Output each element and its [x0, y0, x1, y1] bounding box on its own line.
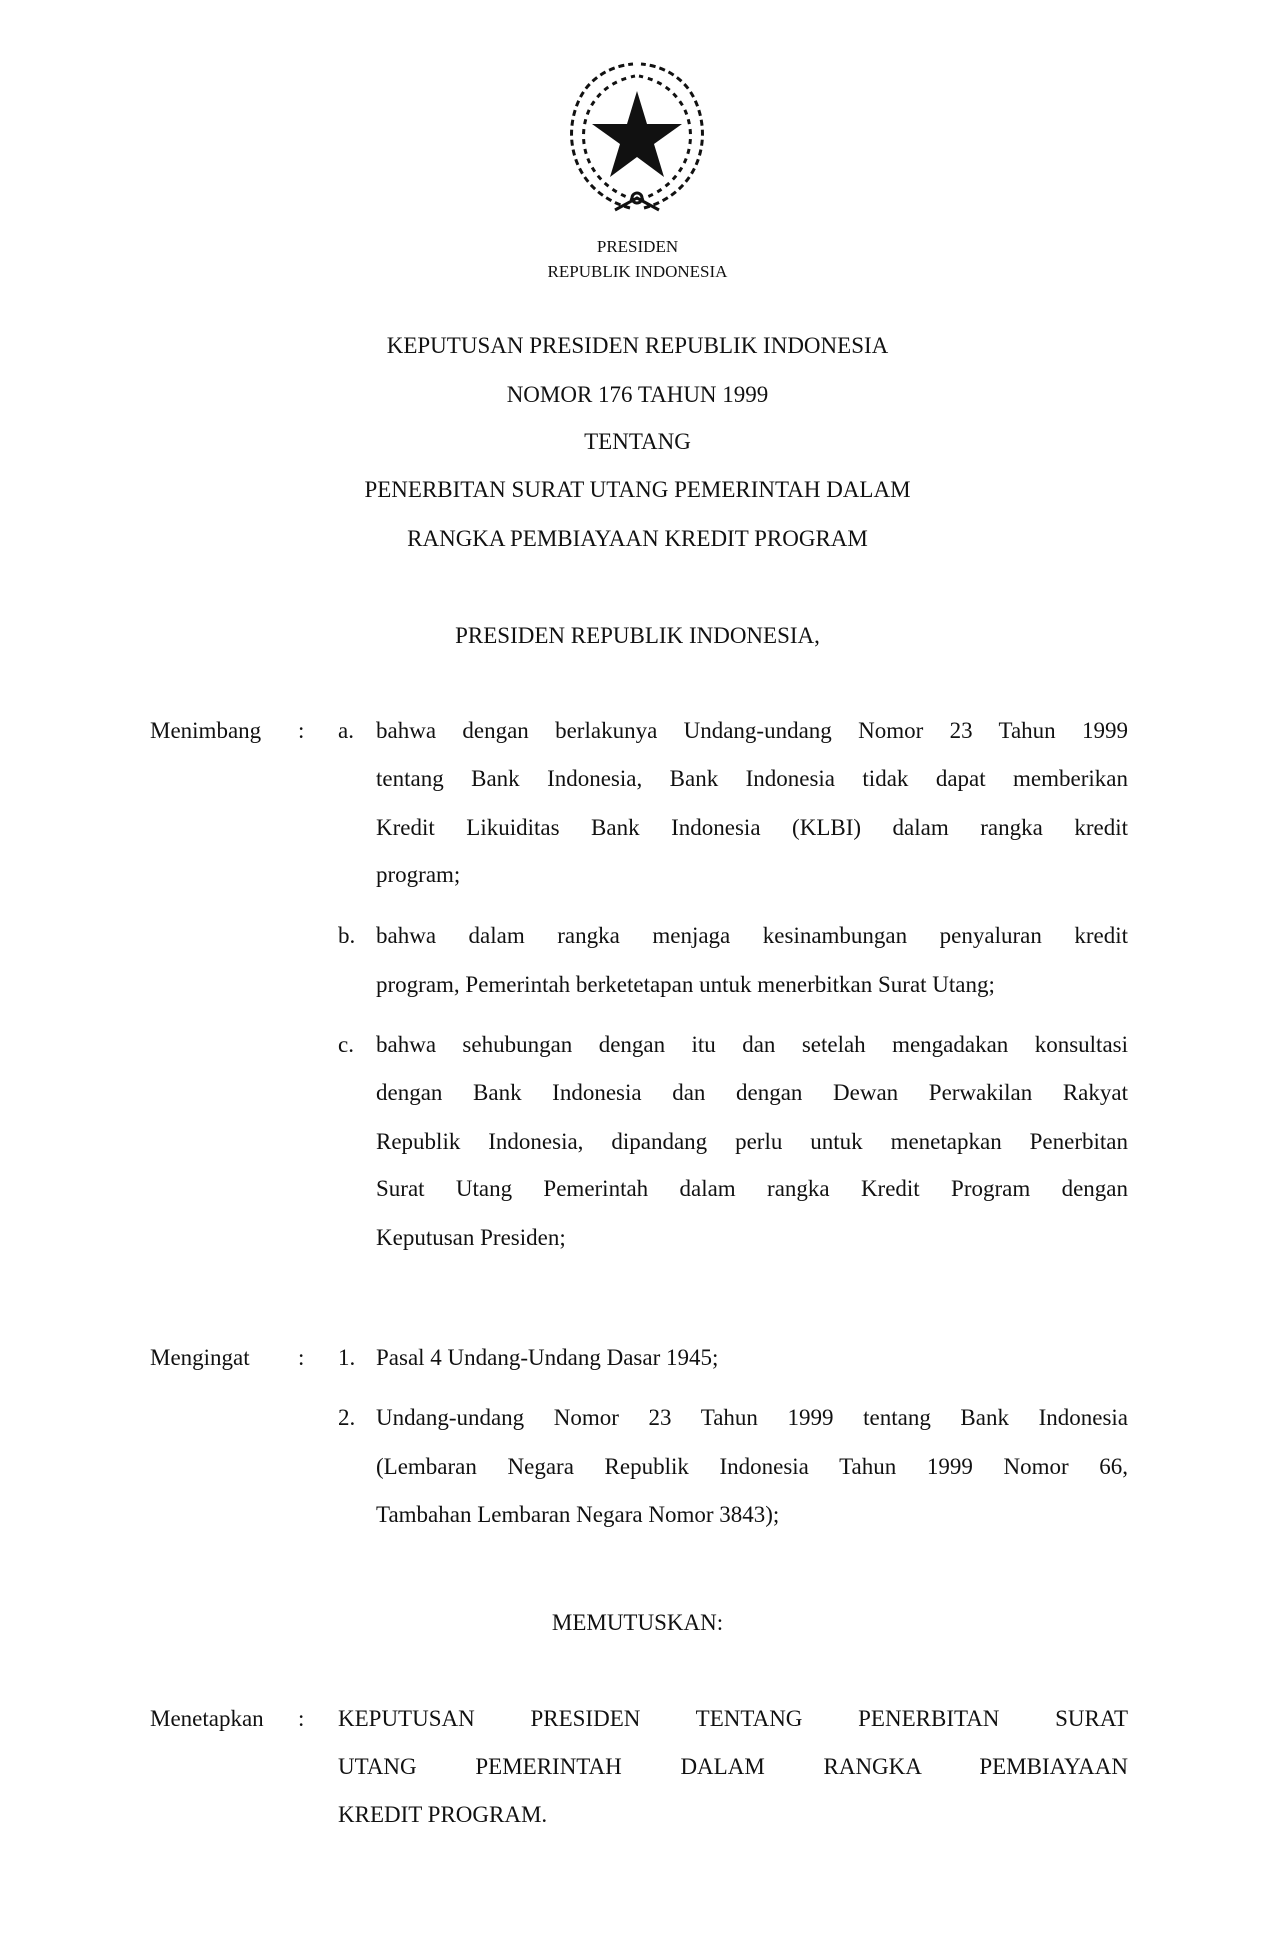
decision-line: KREDIT PROGRAM. — [338, 1802, 548, 1827]
doc-title-line: TENTANG — [584, 429, 691, 454]
doc-title-line: NOMOR 176 TAHUN 1999 — [506, 382, 769, 407]
clause-line: Tambahan Lembaran Negara Nomor 3843); — [376, 1502, 780, 1527]
clause-line: program; — [376, 862, 461, 887]
doc-title-line: PENERBITAN SURAT UTANG PEMERINTAH DALAM — [364, 477, 911, 502]
clause-line: Kredit Likuiditas Bank Indonesia (KLBI) dalam rangka kredit — [376, 815, 1128, 840]
header-president: PRESIDEN — [596, 237, 679, 256]
doc-title-line: KEPUTUSAN PRESIDEN REPUBLIK INDONESIA — [386, 333, 889, 358]
clause-line: dengan Bank Indonesia dan dengan Dewan Perwakilan Rakyat — [376, 1080, 1128, 1105]
header-republic: REPUBLIK INDONESIA — [547, 262, 728, 281]
clause-line: bahwa dalam rangka menjaga kesinambungan penyaluran kredit — [376, 923, 1128, 948]
clause-line: Undang-undang Nomor 23 Tahun 1999 tentang Bank Indonesia — [376, 1405, 1128, 1430]
issuer: PRESIDEN REPUBLIK INDONESIA, — [455, 623, 820, 648]
clause-line: bahwa sehubungan dengan itu dan setelah mengadakan konsultasi — [376, 1032, 1128, 1057]
clause-line: Pasal 4 Undang-Undang Dasar 1945; — [376, 1345, 719, 1370]
colon: : — [298, 1345, 305, 1370]
decision-line: KEPUTUSAN PRESIDEN TENTANG PENERBITAN SURAT — [338, 1706, 1128, 1731]
star-wreath-icon — [555, 58, 719, 222]
clause-line: Keputusan Presiden; — [376, 1225, 566, 1250]
clause-line: Republik Indonesia, dipandang perlu untuk menetapkan Penerbitan — [376, 1129, 1128, 1154]
item-marker: 2. — [338, 1405, 356, 1430]
clause-line: tentang Bank Indonesia, Bank Indonesia tidak dapat memberikan — [376, 766, 1128, 791]
menetapkan-label: Menetapkan — [150, 1706, 264, 1731]
doc-title-line: RANGKA PEMBIAYAAN KREDIT PROGRAM — [407, 526, 868, 551]
clause-line: Surat Utang Pemerintah dalam rangka Kredit Program dengan — [376, 1176, 1128, 1201]
memutuskan-heading: MEMUTUSKAN: — [551, 1610, 724, 1635]
decision-line: UTANG PEMERINTAH DALAM RANGKA PEMBIAYAAN — [338, 1754, 1128, 1779]
item-marker: b. — [338, 923, 356, 948]
clause-line: (Lembaran Negara Republik Indonesia Tahun 1999 Nomor 66, — [376, 1454, 1128, 1479]
presidential-emblem — [555, 58, 719, 222]
clause-line: program, Pemerintah berketetapan untuk menerbitkan Surat Utang; — [376, 972, 995, 997]
mengingat-label: Mengingat — [150, 1345, 250, 1370]
menimbang-label: Menimbang — [150, 718, 262, 743]
clause-line: bahwa dengan berlakunya Undang-undang Nomor 23 Tahun 1999 — [376, 718, 1128, 743]
item-marker: a. — [338, 718, 354, 743]
item-marker: 1. — [338, 1345, 356, 1370]
colon: : — [298, 1706, 305, 1731]
item-marker: c. — [338, 1032, 354, 1057]
colon: : — [298, 718, 305, 743]
